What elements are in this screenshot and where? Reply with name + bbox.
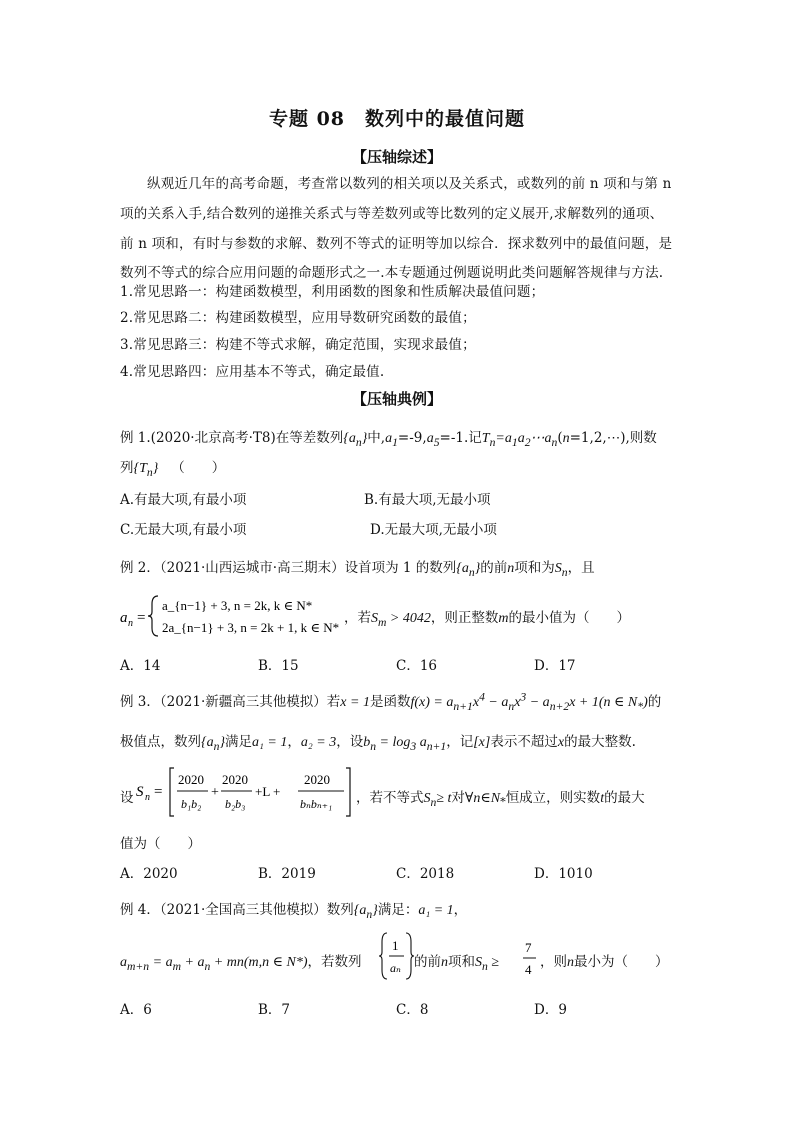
page-title: 专题 08 数列中的最值问题	[268, 108, 526, 130]
svg-text:n: n	[128, 618, 133, 629]
point-3: 3.常见思路三：构建不等式求解，确定范围，实现求最值；	[120, 337, 476, 353]
summary-line-2: 项的关系入手,结合数列的递推关系式与等差数列或等比数列的定义展开,求解数列的通项、	[120, 206, 664, 222]
svg-text:=: =	[154, 784, 163, 800]
svg-text:+: +	[211, 785, 219, 800]
svg-text:a: a	[120, 610, 128, 626]
example-3-option-b: B．2019	[258, 866, 316, 882]
point-2: 2.常见思路二：构建函数模型，应用导数研究函数的最值；	[120, 310, 476, 326]
svg-text:S: S	[136, 784, 144, 800]
example-2-option-c: C．16	[396, 658, 438, 674]
svg-text:7: 7	[525, 940, 532, 955]
sum-formula	[134, 764, 356, 820]
example-3-option-d: D．1010	[534, 866, 593, 882]
svg-text:1: 1	[392, 938, 399, 953]
example-2-piecewise	[120, 592, 360, 644]
svg-text:2020: 2020	[178, 772, 204, 787]
example-3-line-3-prefix: 设	[120, 790, 134, 806]
summary-line-1: 纵观近几年的高考命题，考查常以数列的相关项以及关系式，或数列的前 n 项和与第 n	[147, 176, 672, 192]
example-1-option-b: B.有最大项,无最小项	[364, 492, 491, 508]
summary-heading: 【压轴综述】	[351, 148, 442, 166]
example-4-seven-quarters	[522, 934, 538, 984]
svg-text:=: =	[137, 610, 146, 626]
example-3-line-3: ，若不等式$S_n\ge t$对$\forall n\in N_*$恒成立，则实数t的最大	[356, 790, 645, 809]
example-4-option-d: D．9	[534, 1002, 567, 1018]
example-1-option-a: A.有最大项,有最小项	[120, 492, 247, 508]
svg-text:n: n	[145, 792, 150, 803]
svg-text:aₙ: aₙ	[390, 961, 401, 975]
example-4-reciprocal-sequence	[378, 930, 414, 986]
example-3-option-c: C．2018	[396, 866, 455, 882]
svg-text:bₙbₙ₊₁: bₙbₙ₊₁	[300, 797, 333, 811]
examples-heading: 【压轴典例】	[351, 390, 442, 408]
example-4-option-b: B．7	[258, 1002, 291, 1018]
example-2-option-a: A．14	[120, 658, 161, 674]
seven-quarters-fraction	[522, 934, 538, 980]
example-4-line-2: 的前n项和$S_n$ ≥	[414, 954, 500, 973]
piecewise-case-1: a_{n−1} + 3, n = 2k, k ∈ N*	[162, 598, 313, 613]
example-4-line-2-formula: $a_{m+n} = a_m + a_n + mn(m,n$ ∈ N*)，若数列	[120, 954, 362, 973]
example-4-line-2-tail: ，则n最小为（ ）	[540, 954, 669, 970]
example-2-condition: ，若$S_m > 4042$，则正整数m的最小值为（ ）	[344, 610, 630, 629]
svg-text:b₁b₂: b₁b₂	[181, 797, 202, 811]
example-3-line-2: 极值点，数列$\{a_n\}$满足a₁ = 1，a₂ = 3，设$b_n = \log_3 a_{n+1}$，记[x]表示不超过x的最大整数.	[120, 734, 636, 753]
example-2-option-d: D．17	[534, 658, 576, 674]
example-3-option-a: A．2020	[120, 866, 178, 882]
svg-text:4: 4	[525, 962, 532, 977]
example-3-sum-formula	[134, 764, 356, 824]
svg-text:2020: 2020	[304, 772, 330, 787]
example-4-option-a: A．6	[120, 1002, 152, 1018]
summary-line-4: 数列不等式的综合应用问题的命题形式之一.本专题通过例题说明此类问题解答规律与方法.	[120, 265, 664, 281]
summary-line-3: 前 n 项和，有时与参数的求解、数列不等式的证明等加以综合．探求数列中的最值问题，是	[120, 236, 673, 252]
example-1-option-c: C.无最大项,有最小项	[120, 522, 247, 538]
piecewise-case-2: 2a_{n−1} + 3, n = 2k + 1, k ∈ N*	[162, 620, 340, 635]
example-2-line-1: 例 2．（2021·山西运城市·高三期末）设首项为 1 的数列$\{a_n\}$的前n项和为$S_n$，且	[120, 560, 595, 579]
point-4: 4.常见思路四：应用基本不等式，确定最值.	[120, 364, 385, 380]
example-2-option-b: B．15	[258, 658, 299, 674]
piecewise-formula	[120, 592, 360, 640]
reciprocal-sequence-formula	[378, 930, 414, 982]
svg-text:b₂b₃: b₂b₃	[225, 797, 246, 811]
example-1-option-d: D.无最大项,无最小项	[370, 522, 497, 538]
example-4-line-1: 例 4．（2021·全国高三其他模拟）数列$\{a_n\}$满足：a₁ = 1，	[120, 902, 468, 921]
example-1-line-1: 例 1.(2020·北京高考·T8)在等差数列$\{a_n\}$中$,a_1=-9,a_5=-1$.记$T_n=a_1a_2\cdots a_n(n=1,2,\cdots)$,则数	[120, 430, 657, 449]
example-1-line-2: 列$\{T_n\}$ （ ）	[120, 460, 226, 479]
example-3-line-4: 值为（ ）	[120, 836, 201, 852]
svg-text:+L +: +L +	[255, 784, 281, 799]
point-1: 1.常见思路一：构建函数模型，利用函数的图象和性质解决最值问题；	[120, 284, 545, 300]
example-4-option-c: C．8	[396, 1002, 429, 1018]
example-3-line-1: 例 3．（2021·新疆高三其他模拟）若x = 1是函数$f(x) = a_{n+1}x^4 - a_nx^3 - a_{n+2}x + 1(n$ ∈ $N_*$)的	[120, 690, 662, 713]
svg-text:2020: 2020	[222, 772, 248, 787]
